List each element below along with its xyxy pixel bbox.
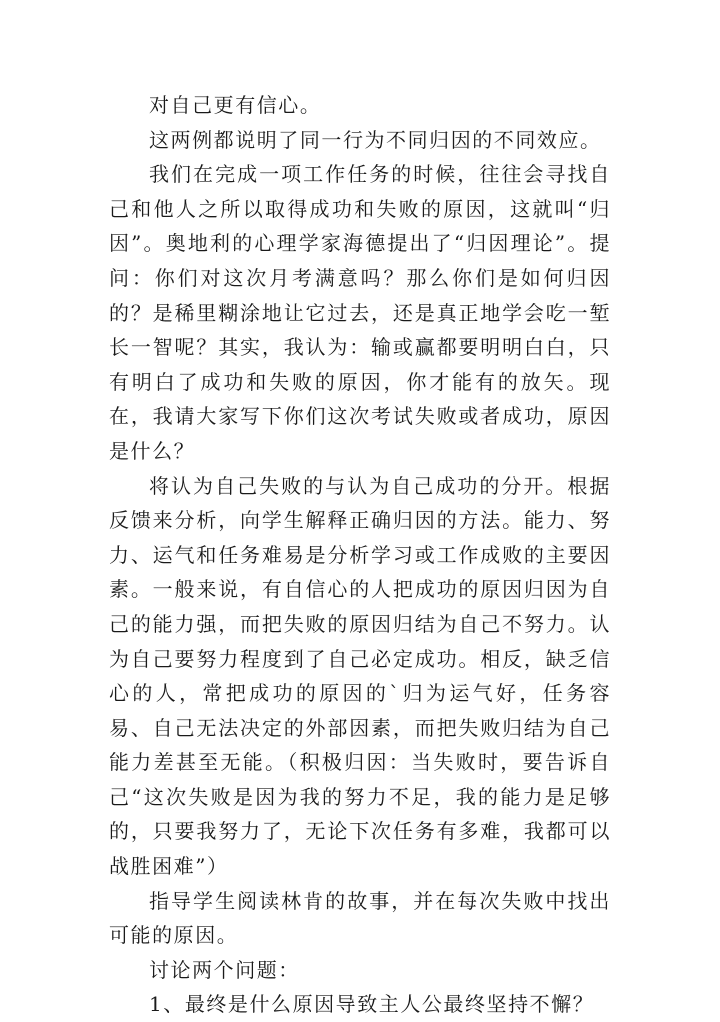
paragraph-lincoln-story: 指导学生阅读林肯的故事，并在每次失败中找出可能的原因。: [109, 888, 611, 948]
paragraph-attribution-intro: 我们在完成一项工作任务的时候，往往会寻找自己和他人之所以取得成功和失败的原因，这就叫“归因”。奥地利的心理学家海德提出了“归因理论”。提问：你们对这次月考满意吗？那么你们是如何归因的？是稀里糊涂地让它过去，还是真正地学会吃一堑长一智呢？其实，我认为：输或赢都要明明白白，只有明白了成功和失败的原因，你才能有的放矢。现在，我请大家写下你们这次考试失败或者成功，原因是什么？: [109, 162, 611, 463]
paragraph-confidence: 对自己更有信心。: [149, 93, 322, 117]
paragraph-question-1: 1、最终是什么原因导致主人公最终坚持不懈？: [149, 992, 595, 1017]
document-body: [109, 88, 611, 1022]
paragraph-two-examples: 这两例都说明了同一行为不同归因的不同效应。: [149, 127, 602, 152]
paragraph-discussion: 讨论两个问题：: [149, 957, 300, 982]
paragraph-attribution-method: 将认为自己失败的与认为自己成功的分开。根据反馈来分析，向学生解释正确归因的方法。能力、努力、运气和任务难易是分析学习或工作成败的主要因素。一般来说，有自信心的人把成功的原因归因为自己的能力强，而把失败的原因归结为自己不努力。认为自己要努力程度到了自己必定成功。相反，缺乏信心的人，常把成功的原因的`归为运气好，任务容易、自己无法决定的外部因素，而把失败归结为自己能力差甚至无能。（积极归因：当失败时，要告诉自己“这次失败是因为我的努力不足，我的能力是足够的，只要我努力了，无论下次任务有多难，我都可以战胜困难”）: [109, 473, 611, 879]
